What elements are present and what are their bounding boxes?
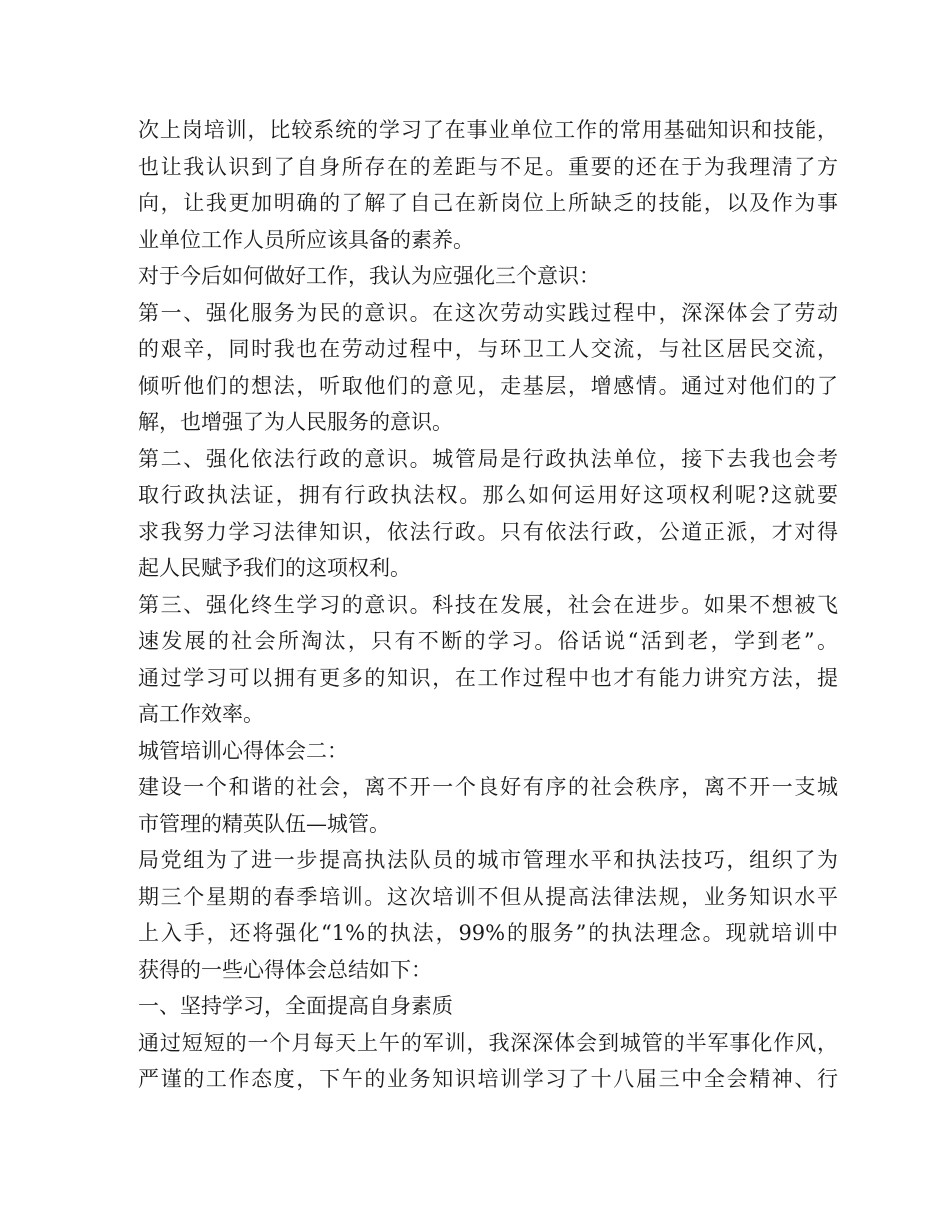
text-line: 建设一个和谐的社会，离不开一个良好有序的社会秩序，离不开一支城: [138, 775, 838, 799]
text-line: 向，让我更加明确的了解了自己在新岗位上所缺乏的技能，以及作为事: [138, 191, 838, 215]
text-line: 严谨的工作态度，下午的业务知识培训学习了十八届三中全会精神、行: [138, 1067, 838, 1091]
text-line: 的艰辛，同时我也在劳动过程中，与环卫工人交流，与社区居民交流，: [138, 337, 838, 361]
text-line: 解，也增强了为人民服务的意识。: [138, 410, 453, 434]
text-line: 对于今后如何做好工作，我认为应强化三个意识：: [138, 264, 600, 288]
text-line: 市管理的精英队伍—城管。: [138, 811, 390, 836]
section-heading: 城管培训心得体会二：: [138, 738, 348, 763]
text-line: 通过学习可以拥有更多的知识，在工作过程中也才有能力讲究方法，提: [138, 665, 838, 690]
text-line: 上入手，还将强化“1%的执法，99%的服务”的执法理念。现就培训中: [138, 921, 838, 945]
text-line: 次上岗培训，比较系统的学习了在事业单位工作的常用基础知识和技能，: [138, 118, 838, 142]
document-body: [138, 112, 838, 1098]
text-line: 求我努力学习法律知识，依法行政。只有依法行政，公道正派，才对得: [138, 519, 838, 544]
text-line: 局党组为了进一步提高执法队员的城市管理水平和执法技巧，组织了为: [138, 848, 838, 872]
section-heading: 一、坚持学习，全面提高自身素质: [138, 994, 453, 1018]
text-line: 速发展的社会所淘汰，只有不断的学习。俗话说“活到老，学到老”。: [138, 629, 838, 653]
text-line: 第二、强化依法行政的意识。城管局是行政执法单位，接下去我也会考: [138, 446, 838, 471]
text-line: 第一、强化服务为民的意识。在这次劳动实践过程中，深深体会了劳动: [138, 300, 838, 325]
text-line: 高工作效率。: [138, 702, 264, 726]
text-line: 倾听他们的想法，听取他们的意见，走基层，增感情。通过对他们的了: [138, 373, 838, 398]
text-line: 取行政执法证，拥有行政执法权。那么如何运用好这项权利呢?这就要: [138, 483, 838, 507]
text-line: 期三个星期的春季培训。这次培训不但从提高法律法规，业务知识水平: [138, 884, 838, 909]
text-line: 第三、强化终生学习的意识。科技在发展，社会在进步。如果不想被飞: [138, 592, 838, 617]
text-line: 业单位工作人员所应该具备的素养。: [138, 227, 474, 252]
text-line: 也让我认识到了自身所存在的差距与不足。重要的还在于为我理清了方: [138, 154, 838, 179]
text-line: 通过短短的一个月每天上午的军训，我深深体会到城管的半军事化作风，: [138, 1030, 838, 1055]
text-line: 获得的一些心得体会总结如下：: [138, 957, 432, 982]
text-line: 起人民赋予我们的这项权利。: [138, 556, 411, 580]
